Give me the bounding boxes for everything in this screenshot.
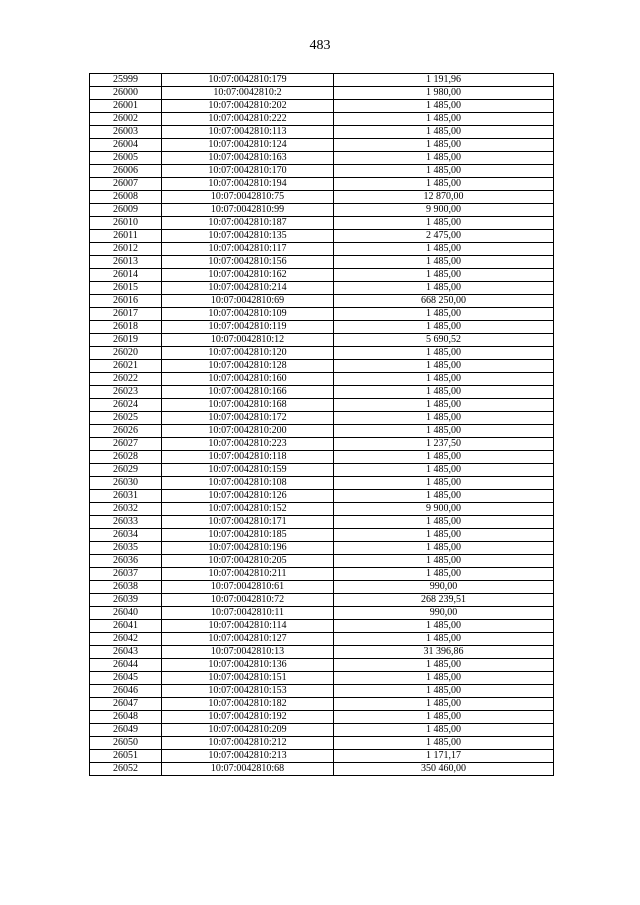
cadastral-number: 10:07:0042810:75: [162, 191, 334, 204]
table-row: [90, 711, 554, 724]
cadastral-value: 2 475,00: [334, 230, 554, 243]
row-number: 26018: [90, 321, 162, 334]
cadastral-value: 1 485,00: [334, 360, 554, 373]
cadastral-number: 10:07:0042810:214: [162, 282, 334, 295]
row-number: 26042: [90, 633, 162, 646]
row-number: 26004: [90, 139, 162, 152]
table-row: [90, 490, 554, 503]
row-number: 26025: [90, 412, 162, 425]
row-number: 26009: [90, 204, 162, 217]
row-number: 26003: [90, 126, 162, 139]
cadastral-value: 1 237,50: [334, 438, 554, 451]
row-number: 26032: [90, 503, 162, 516]
row-number: 26046: [90, 685, 162, 698]
row-number: 26037: [90, 568, 162, 581]
cadastral-value: 1 485,00: [334, 659, 554, 672]
row-number: 26026: [90, 425, 162, 438]
cadastral-value: 9 900,00: [334, 503, 554, 516]
row-number: 26034: [90, 529, 162, 542]
row-number: 26023: [90, 386, 162, 399]
table-row: [90, 464, 554, 477]
cadastral-number: 10:07:0042810:68: [162, 763, 334, 776]
table-row: [90, 282, 554, 295]
cadastral-number: 10:07:0042810:171: [162, 516, 334, 529]
table-row: [90, 178, 554, 191]
row-number: 26024: [90, 399, 162, 412]
cadastral-value: 1 485,00: [334, 373, 554, 386]
table-row: [90, 555, 554, 568]
cadastral-value: 1 485,00: [334, 269, 554, 282]
page-number: 483: [309, 38, 331, 53]
cadastral-value: 1 485,00: [334, 308, 554, 321]
cadastral-number: 10:07:0042810:194: [162, 178, 334, 191]
table-row: [90, 295, 554, 308]
table-row: [90, 113, 554, 126]
table-row: [90, 750, 554, 763]
row-number: 26027: [90, 438, 162, 451]
cadastral-value: 12 870,00: [334, 191, 554, 204]
cadastral-number: 10:07:0042810:182: [162, 698, 334, 711]
row-number: 26045: [90, 672, 162, 685]
cadastral-value: 1 485,00: [334, 477, 554, 490]
table-row: [90, 360, 554, 373]
row-number: 26019: [90, 334, 162, 347]
row-number: 26022: [90, 373, 162, 386]
table-row: [90, 425, 554, 438]
cadastral-value: 1 485,00: [334, 386, 554, 399]
row-number: 26012: [90, 243, 162, 256]
row-number: 26049: [90, 724, 162, 737]
cadastral-number: 10:07:0042810:12: [162, 334, 334, 347]
table-row: [90, 672, 554, 685]
row-number: 26031: [90, 490, 162, 503]
row-number: 26052: [90, 763, 162, 776]
cadastral-value: 31 396,86: [334, 646, 554, 659]
cadastral-number: 10:07:0042810:108: [162, 477, 334, 490]
cadastral-value: 1 485,00: [334, 321, 554, 334]
row-number: 26015: [90, 282, 162, 295]
table-row: [90, 503, 554, 516]
cadastral-number: 10:07:0042810:223: [162, 438, 334, 451]
row-number: 26021: [90, 360, 162, 373]
table-row: [90, 659, 554, 672]
cadastral-number: 10:07:0042810:179: [162, 74, 334, 87]
cadastral-number: 10:07:0042810:166: [162, 386, 334, 399]
table-row: [90, 321, 554, 334]
row-number: 26038: [90, 581, 162, 594]
cadastral-value: 1 485,00: [334, 178, 554, 191]
cadastral-value: 668 250,00: [334, 295, 554, 308]
table-row: [90, 685, 554, 698]
cadastral-value: 1 485,00: [334, 126, 554, 139]
table-row: [90, 646, 554, 659]
row-number: 26013: [90, 256, 162, 269]
cadastral-value: 1 485,00: [334, 711, 554, 724]
cadastral-number: 10:07:0042810:187: [162, 217, 334, 230]
cadastral-value: 1 485,00: [334, 633, 554, 646]
cadastral-value: 1 485,00: [334, 464, 554, 477]
row-number: 26040: [90, 607, 162, 620]
cadastral-number: 10:07:0042810:13: [162, 646, 334, 659]
table-row: [90, 594, 554, 607]
cadastral-number: 10:07:0042810:213: [162, 750, 334, 763]
cadastral-value: 5 690,52: [334, 334, 554, 347]
table-row: [90, 308, 554, 321]
table-row: [90, 204, 554, 217]
table-row: [90, 412, 554, 425]
row-number: 26008: [90, 191, 162, 204]
table-row: [90, 100, 554, 113]
table-row: [90, 399, 554, 412]
row-number: 26028: [90, 451, 162, 464]
cadastral-number: 10:07:0042810:118: [162, 451, 334, 464]
cadastral-number: 10:07:0042810:153: [162, 685, 334, 698]
cadastral-number: 10:07:0042810:127: [162, 633, 334, 646]
table-row: [90, 737, 554, 750]
cadastral-value: 1 485,00: [334, 490, 554, 503]
cadastral-number: 10:07:0042810:135: [162, 230, 334, 243]
cadastral-value: 1 485,00: [334, 516, 554, 529]
row-number: 26007: [90, 178, 162, 191]
table-body: [90, 74, 554, 776]
row-number: 26033: [90, 516, 162, 529]
table-row: [90, 724, 554, 737]
cadastral-number: 10:07:0042810:159: [162, 464, 334, 477]
cadastral-value: 1 485,00: [334, 568, 554, 581]
cadastral-value-table: [89, 73, 554, 776]
cadastral-number: 10:07:0042810:163: [162, 152, 334, 165]
cadastral-number: 10:07:0042810:205: [162, 555, 334, 568]
table-row: [90, 269, 554, 282]
cadastral-number: 10:07:0042810:117: [162, 243, 334, 256]
row-number: 26006: [90, 165, 162, 178]
row-number: 26000: [90, 87, 162, 100]
cadastral-number: 10:07:0042810:124: [162, 139, 334, 152]
cadastral-number: 10:07:0042810:113: [162, 126, 334, 139]
row-number: 26041: [90, 620, 162, 633]
row-number: 26017: [90, 308, 162, 321]
table-row: [90, 477, 554, 490]
table-row: [90, 74, 554, 87]
cadastral-value: 1 485,00: [334, 100, 554, 113]
cadastral-value: 1 485,00: [334, 152, 554, 165]
table-row: [90, 243, 554, 256]
cadastral-number: 10:07:0042810:72: [162, 594, 334, 607]
table-row: [90, 256, 554, 269]
cadastral-number: 10:07:0042810:151: [162, 672, 334, 685]
row-number: 26048: [90, 711, 162, 724]
cadastral-value: 1 485,00: [334, 737, 554, 750]
cadastral-value: 350 460,00: [334, 763, 554, 776]
cadastral-value: 1 171,17: [334, 750, 554, 763]
table-row: [90, 698, 554, 711]
cadastral-number: 10:07:0042810:162: [162, 269, 334, 282]
table-row: [90, 126, 554, 139]
cadastral-number: 10:07:0042810:168: [162, 399, 334, 412]
table-row: [90, 386, 554, 399]
cadastral-number: 10:07:0042810:211: [162, 568, 334, 581]
table-row: [90, 230, 554, 243]
cadastral-number: 10:07:0042810:192: [162, 711, 334, 724]
table-row: [90, 516, 554, 529]
cadastral-number: 10:07:0042810:156: [162, 256, 334, 269]
row-number: 26030: [90, 477, 162, 490]
row-number: 25999: [90, 74, 162, 87]
cadastral-value: 1 485,00: [334, 451, 554, 464]
row-number: 26036: [90, 555, 162, 568]
cadastral-value: 1 485,00: [334, 243, 554, 256]
cadastral-number: 10:07:0042810:200: [162, 425, 334, 438]
table-row: [90, 152, 554, 165]
cadastral-number: 10:07:0042810:69: [162, 295, 334, 308]
table-row: [90, 529, 554, 542]
table-row: [90, 581, 554, 594]
cadastral-value: 1 485,00: [334, 282, 554, 295]
cadastral-number: 10:07:0042810:128: [162, 360, 334, 373]
cadastral-number: 10:07:0042810:172: [162, 412, 334, 425]
cadastral-value: 1 485,00: [334, 399, 554, 412]
cadastral-value: 1 485,00: [334, 698, 554, 711]
cadastral-number: 10:07:0042810:126: [162, 490, 334, 503]
row-number: 26044: [90, 659, 162, 672]
table-row: [90, 568, 554, 581]
cadastral-number: 10:07:0042810:212: [162, 737, 334, 750]
table-row: [90, 347, 554, 360]
cadastral-value: 990,00: [334, 581, 554, 594]
cadastral-value: 1 485,00: [334, 113, 554, 126]
cadastral-value: 1 980,00: [334, 87, 554, 100]
row-number: 26039: [90, 594, 162, 607]
cadastral-number: 10:07:0042810:2: [162, 87, 334, 100]
cadastral-value: 1 485,00: [334, 685, 554, 698]
cadastral-number: 10:07:0042810:11: [162, 607, 334, 620]
row-number: 26016: [90, 295, 162, 308]
cadastral-value: 268 239,51: [334, 594, 554, 607]
cadastral-value: 9 900,00: [334, 204, 554, 217]
table-row: [90, 87, 554, 100]
cadastral-number: 10:07:0042810:185: [162, 529, 334, 542]
table-row: [90, 451, 554, 464]
row-number: 26035: [90, 542, 162, 555]
cadastral-number: 10:07:0042810:152: [162, 503, 334, 516]
table-row: [90, 633, 554, 646]
cadastral-value: 1 485,00: [334, 529, 554, 542]
cadastral-number: 10:07:0042810:120: [162, 347, 334, 360]
row-number: 26010: [90, 217, 162, 230]
cadastral-value: 1 485,00: [334, 620, 554, 633]
table-row: [90, 139, 554, 152]
table-row: [90, 191, 554, 204]
cadastral-number: 10:07:0042810:109: [162, 308, 334, 321]
cadastral-value: 990,00: [334, 607, 554, 620]
cadastral-value: 1 485,00: [334, 217, 554, 230]
cadastral-number: 10:07:0042810:222: [162, 113, 334, 126]
cadastral-value: 1 485,00: [334, 165, 554, 178]
cadastral-number: 10:07:0042810:114: [162, 620, 334, 633]
cadastral-number: 10:07:0042810:160: [162, 373, 334, 386]
cadastral-value: 1 485,00: [334, 139, 554, 152]
cadastral-value: 1 485,00: [334, 256, 554, 269]
table-row: [90, 165, 554, 178]
cadastral-number: 10:07:0042810:99: [162, 204, 334, 217]
cadastral-value: 1 485,00: [334, 412, 554, 425]
cadastral-value: 1 485,00: [334, 555, 554, 568]
cadastral-number: 10:07:0042810:119: [162, 321, 334, 334]
cadastral-number: 10:07:0042810:196: [162, 542, 334, 555]
row-number: 26020: [90, 347, 162, 360]
row-number: 26002: [90, 113, 162, 126]
row-number: 26005: [90, 152, 162, 165]
cadastral-number: 10:07:0042810:209: [162, 724, 334, 737]
table-row: [90, 217, 554, 230]
table-row: [90, 620, 554, 633]
cadastral-number: 10:07:0042810:170: [162, 165, 334, 178]
table-row: [90, 607, 554, 620]
table-row: [90, 334, 554, 347]
row-number: 26011: [90, 230, 162, 243]
row-number: 26014: [90, 269, 162, 282]
row-number: 26050: [90, 737, 162, 750]
cadastral-value: 1 485,00: [334, 425, 554, 438]
cadastral-number: 10:07:0042810:136: [162, 659, 334, 672]
row-number: 26047: [90, 698, 162, 711]
row-number: 26001: [90, 100, 162, 113]
cadastral-value: 1 191,96: [334, 74, 554, 87]
cadastral-value: 1 485,00: [334, 347, 554, 360]
table-row: [90, 438, 554, 451]
cadastral-value: 1 485,00: [334, 724, 554, 737]
cadastral-value: 1 485,00: [334, 672, 554, 685]
row-number: 26043: [90, 646, 162, 659]
row-number: 26029: [90, 464, 162, 477]
table-row: [90, 373, 554, 386]
row-number: 26051: [90, 750, 162, 763]
table-row: [90, 763, 554, 776]
cadastral-value: 1 485,00: [334, 542, 554, 555]
cadastral-number: 10:07:0042810:202: [162, 100, 334, 113]
table-row: [90, 542, 554, 555]
cadastral-number: 10:07:0042810:61: [162, 581, 334, 594]
